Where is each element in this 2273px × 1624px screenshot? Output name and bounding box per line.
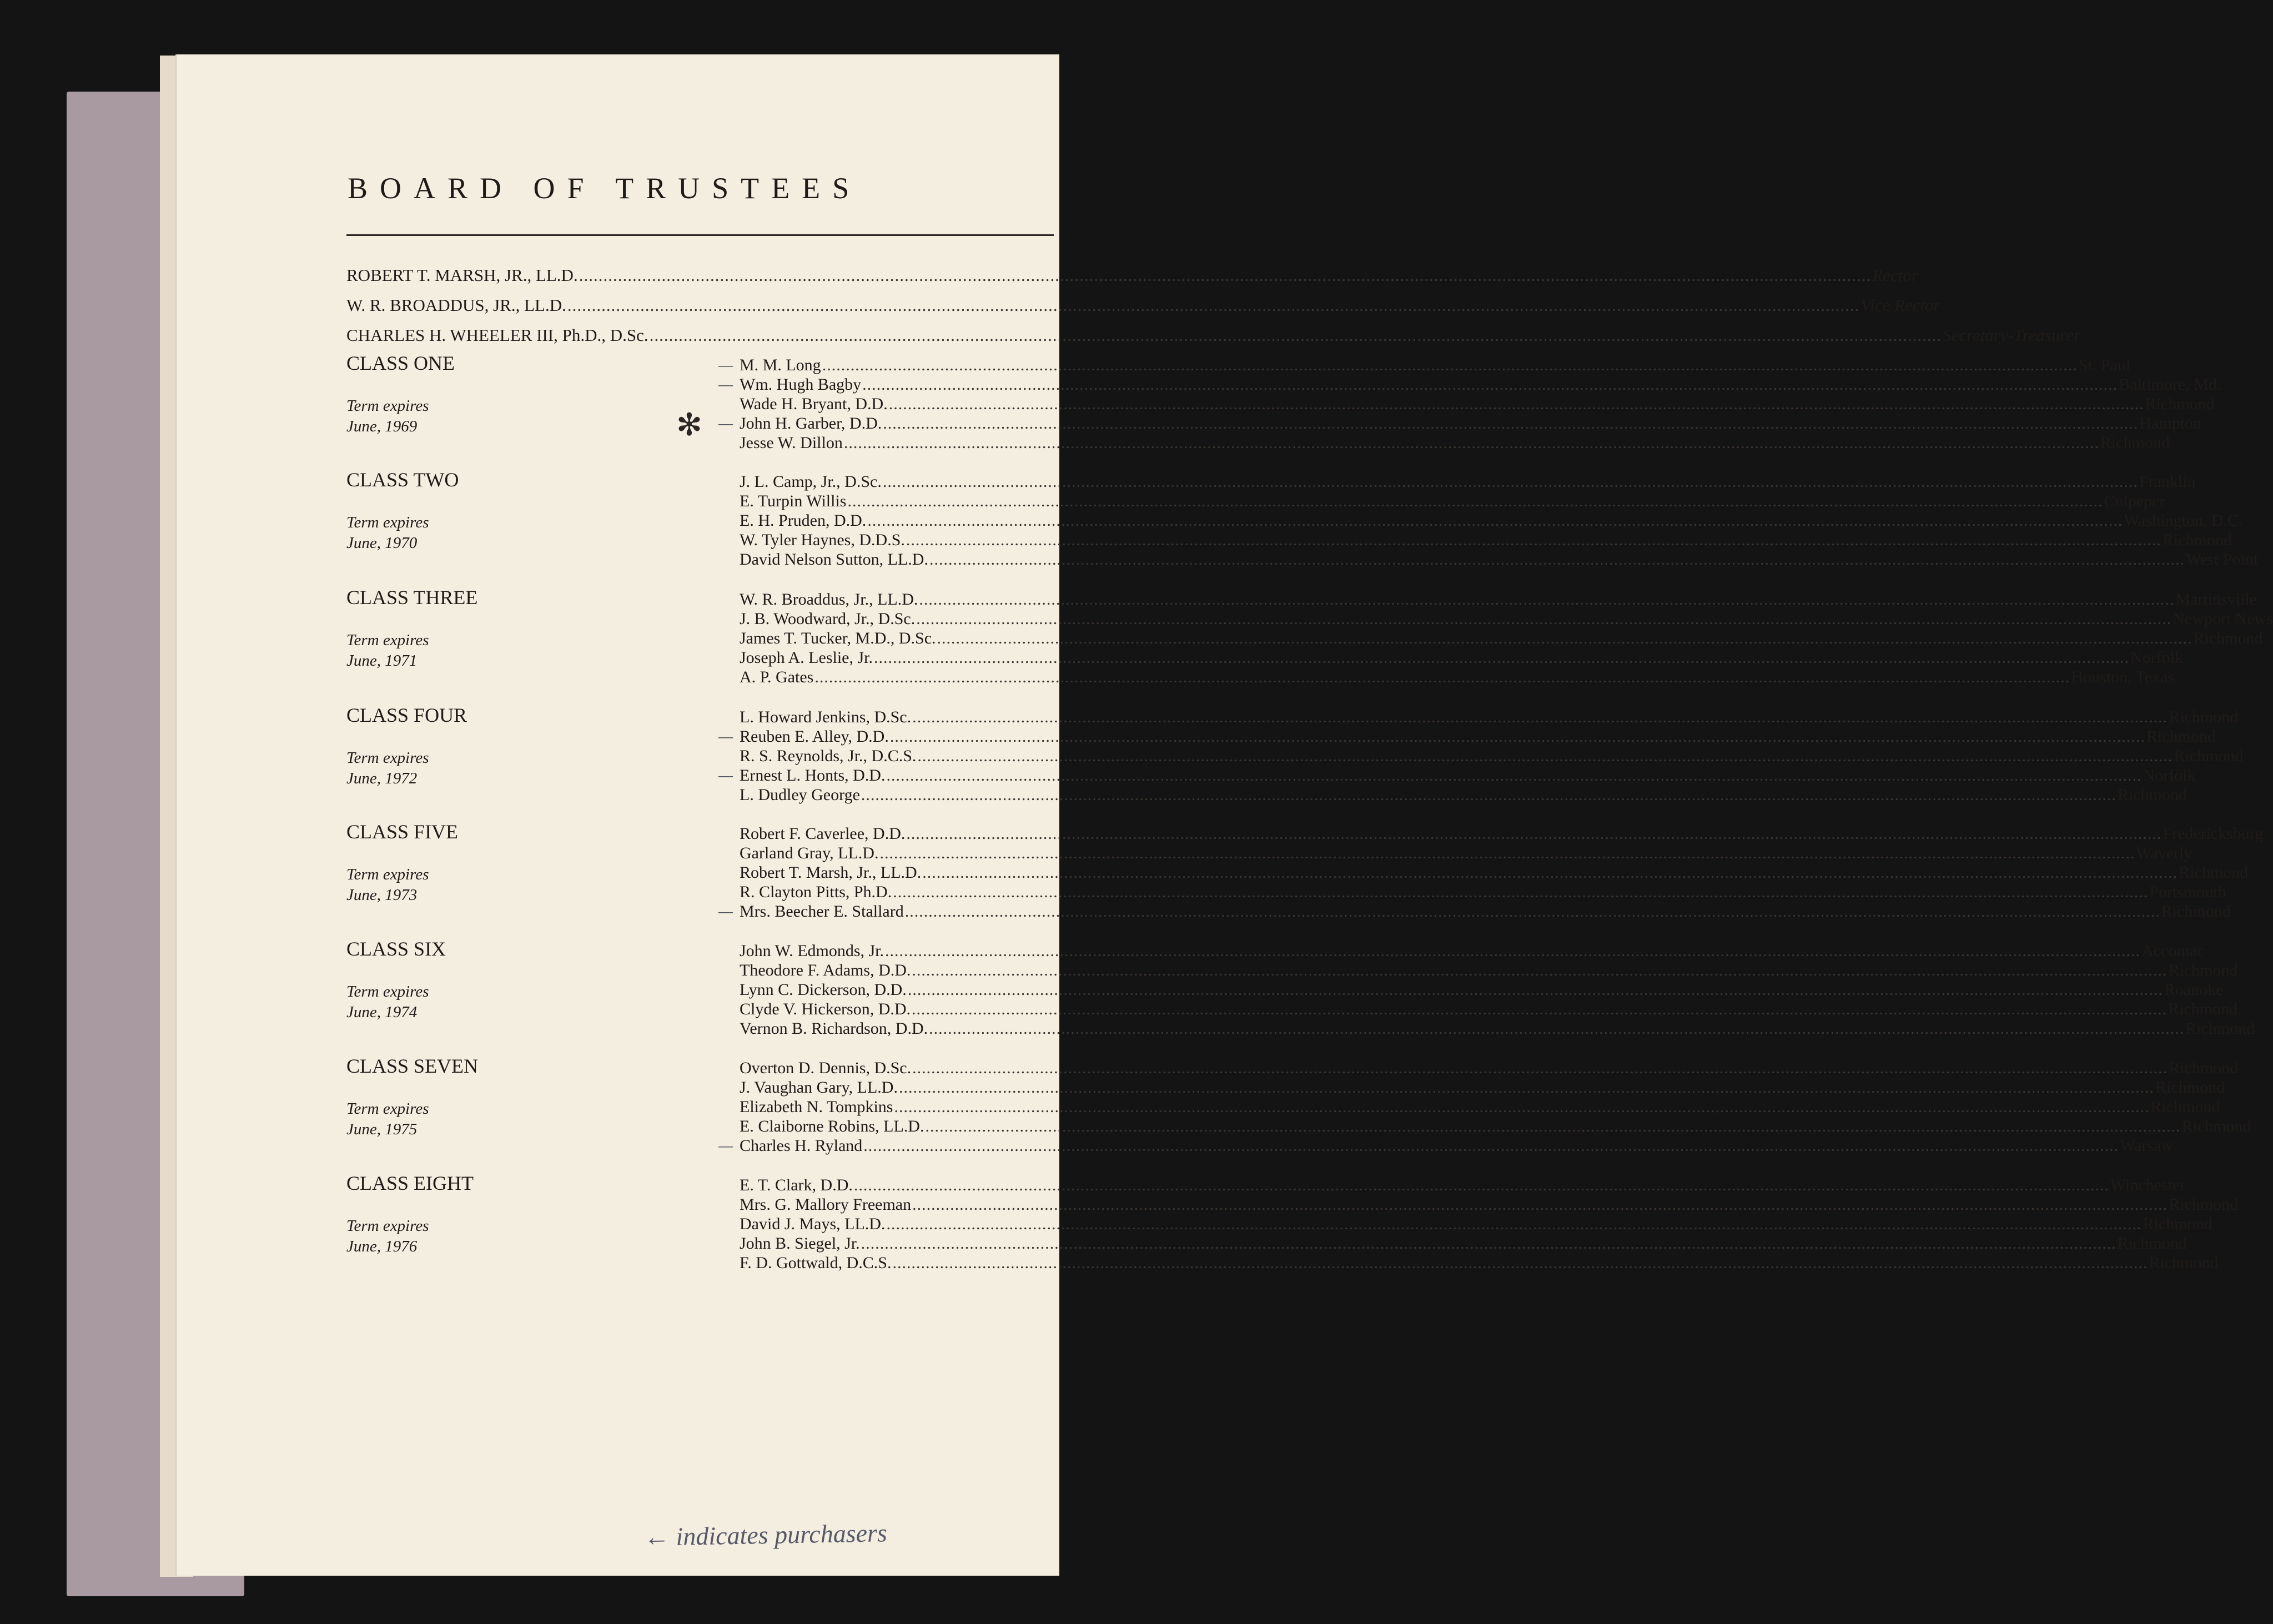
leader-dots	[912, 708, 2168, 727]
member-row	[740, 1059, 2239, 1078]
pencil-mark-icon: —	[718, 357, 733, 373]
leader-dots	[822, 356, 2078, 375]
term-expires	[346, 1099, 429, 1140]
member-list	[740, 942, 2255, 1039]
member-place: Richmond	[2100, 434, 2170, 452]
member-place: Norfolk	[2130, 648, 2183, 667]
term-label: Term expires	[346, 749, 429, 767]
member-row	[740, 786, 2187, 805]
pencil-mark-icon: —	[718, 903, 733, 919]
member-name: James T. Tucker, M.D., D.Sc.	[740, 629, 936, 647]
member-row	[718, 375, 2221, 395]
term-expires	[346, 1216, 429, 1257]
leader-dots	[885, 942, 2140, 961]
leader-dots	[879, 844, 2135, 863]
leader-dots	[861, 786, 2116, 805]
member-name: Elizabeth N. Tompkins	[740, 1098, 893, 1116]
leader-dots	[937, 629, 2192, 648]
member-list	[718, 1059, 2251, 1156]
leader-dots	[579, 265, 1872, 285]
leader-dots	[890, 727, 2145, 746]
member-name: Wade H. Bryant, D.D.	[740, 395, 888, 413]
member-place: Franklin	[2139, 472, 2196, 491]
member-row	[740, 747, 2244, 766]
member-name: Reuben E. Alley, D.D.	[740, 727, 889, 746]
class-name: CLASS TWO	[346, 469, 459, 491]
member-row	[740, 511, 2243, 531]
member-row	[740, 434, 2170, 453]
leader-dots	[886, 766, 2141, 785]
leader-dots	[929, 550, 2185, 569]
leader-dots	[863, 1137, 2119, 1155]
leader-dots	[867, 511, 2123, 530]
member-name: Charles H. Ryland	[740, 1137, 863, 1155]
member-name: John B. Siegel, Jr.	[740, 1234, 860, 1253]
member-list	[718, 708, 2244, 805]
member-place: Richmond	[2168, 961, 2238, 979]
term-date: June, 1973	[346, 886, 418, 904]
member-place: Newport News	[2173, 610, 2273, 628]
term-expires	[346, 396, 429, 437]
member-name: Mrs. Beecher E. Stallard	[740, 902, 904, 921]
term-expires	[346, 748, 429, 789]
member-list	[740, 472, 2259, 570]
member-name: Robert F. Caverlee, D.D.	[740, 824, 906, 843]
leader-dots	[893, 883, 2148, 902]
term-label: Term expires	[346, 983, 429, 1000]
member-name: Clyde V. Hickerson, D.D.	[740, 1000, 911, 1018]
member-place: Portsmouth	[2149, 883, 2226, 901]
member-place: Fredericksburg	[2163, 824, 2264, 843]
member-place: Winchester	[2110, 1176, 2186, 1194]
member-row	[740, 961, 2238, 981]
member-place: Hampton	[2139, 414, 2201, 433]
member-row	[740, 1019, 2255, 1039]
member-name: Garland Gray, LL.D.	[740, 844, 879, 862]
term-label: Term expires	[346, 866, 429, 883]
member-place: Warsaw	[2120, 1137, 2174, 1155]
member-place: Richmond	[2162, 531, 2232, 549]
leader-dots	[925, 1117, 2180, 1136]
member-row	[740, 1215, 2212, 1234]
member-row	[740, 883, 2226, 902]
member-row	[740, 1254, 2219, 1273]
leader-dots	[862, 375, 2118, 394]
leader-dots	[912, 1059, 2168, 1078]
member-name: L. Howard Jenkins, D.Sc.	[740, 708, 912, 726]
leader-dots	[886, 1215, 2141, 1234]
member-name: David Nelson Sutton, LL.D.	[740, 550, 928, 569]
member-place: Richmond	[2174, 747, 2244, 765]
member-place: Richmond	[2117, 786, 2187, 804]
term-label: Term expires	[346, 1217, 429, 1235]
member-place: Norfolk	[2143, 766, 2196, 785]
member-row	[740, 1176, 2186, 1195]
member-place: Richmond	[2150, 1098, 2220, 1116]
member-name: Mrs. G. Mallory Freeman	[740, 1195, 912, 1214]
member-place: Richmond	[2169, 1195, 2239, 1214]
class-name: CLASS THREE	[346, 586, 478, 609]
member-name: M. M. Long	[740, 356, 821, 374]
officer-role: Rector	[1872, 265, 1918, 285]
member-place: Washington, D.C.	[2124, 511, 2243, 530]
member-name: David J. Mays, LL.D.	[740, 1215, 886, 1233]
member-place: Richmond	[2193, 629, 2263, 647]
leader-dots	[847, 492, 2103, 511]
term-date: June, 1974	[346, 1003, 418, 1021]
member-row	[740, 844, 2192, 863]
member-row	[740, 531, 2232, 550]
term-expires	[346, 512, 429, 554]
term-date: June, 1975	[346, 1120, 418, 1138]
member-row	[740, 492, 2165, 511]
term-label: Term expires	[346, 397, 429, 415]
leader-dots	[854, 1176, 2109, 1195]
member-name: Jesse W. Dillon	[740, 434, 843, 452]
leader-dots	[906, 531, 2161, 550]
pencil-mark-icon: —	[718, 767, 733, 783]
term-date: June, 1972	[346, 770, 418, 787]
officer-role: Vice Rector	[1860, 295, 1940, 315]
member-place: Culpeper	[2104, 492, 2165, 510]
leader-dots	[894, 1098, 2149, 1117]
member-place: Richmond	[2143, 1215, 2212, 1233]
term-label: Term expires	[346, 514, 429, 531]
member-list	[718, 356, 2221, 453]
class-name: CLASS FIVE	[346, 821, 459, 843]
officer-name: ROBERT T. MARSH, JR., LL.D.	[346, 265, 578, 285]
member-row	[718, 1137, 2174, 1156]
term-date: June, 1971	[346, 652, 418, 670]
leader-dots	[650, 325, 1942, 345]
member-name: E. Claiborne Robins, LL.D.	[740, 1117, 924, 1135]
term-date: June, 1976	[346, 1238, 418, 1255]
member-row	[740, 550, 2259, 570]
member-row	[740, 1234, 2187, 1254]
member-place: Houston, Texas	[2071, 668, 2175, 686]
leader-dots	[567, 295, 1860, 315]
member-place: Richmond	[2168, 1000, 2238, 1018]
member-row	[740, 1195, 2239, 1215]
leader-dots	[883, 472, 2138, 491]
term-date: June, 1970	[346, 534, 418, 552]
member-place: Richmond	[2185, 1019, 2255, 1038]
member-name: W. R. Broaddus, Jr., LL.D.	[740, 590, 918, 609]
officer-role: Secretary-Treasurer	[1943, 325, 2081, 345]
member-row	[740, 942, 2205, 961]
member-place: Richmond	[2161, 902, 2231, 921]
member-row	[718, 902, 2231, 922]
pencil-mark-icon: —	[718, 415, 733, 431]
member-name: F. D. Gottwald, D.C.S.	[740, 1254, 892, 1272]
officer-rector	[346, 265, 1918, 290]
member-place: Richmond	[2169, 708, 2239, 726]
member-place: West Point	[2185, 550, 2259, 569]
leader-dots	[905, 902, 2160, 921]
member-name: Vernon B. Richardson, D.D.	[740, 1019, 928, 1038]
member-name: Theodore F. Adams, D.D.	[740, 961, 911, 979]
pencil-mark-icon: —	[718, 1138, 733, 1154]
member-place: Richmond	[2149, 1254, 2219, 1272]
member-row	[740, 981, 2224, 1000]
member-name: J. B. Woodward, Jr., D.Sc.	[740, 610, 916, 628]
member-place: Richmond	[2169, 1059, 2239, 1077]
member-row	[718, 727, 2216, 747]
member-place: Martinsville	[2175, 590, 2257, 609]
leader-dots	[814, 668, 2070, 687]
member-place: Richmond	[2146, 727, 2216, 746]
document-page	[177, 54, 2273, 1576]
leader-dots	[892, 1254, 2148, 1273]
officer-name: W. R. BROADDUS, JR., LL.D.	[346, 295, 566, 315]
leader-dots	[844, 434, 2099, 452]
term-label: Term expires	[346, 1100, 429, 1118]
member-name: L. Dudley George	[740, 786, 860, 804]
member-row	[718, 414, 2201, 434]
member-name: Joseph A. Leslie, Jr.	[740, 648, 873, 667]
officer-secretary-treasurer	[346, 325, 2081, 350]
member-place: Richmond	[2117, 1234, 2187, 1253]
member-row	[740, 668, 2175, 687]
term-expires	[346, 864, 429, 906]
member-name: E. Turpin Willis	[740, 492, 847, 510]
leader-dots	[899, 1078, 2154, 1097]
member-name: Robert T. Marsh, Jr., LL.D.	[740, 863, 922, 882]
member-row	[740, 1078, 2225, 1098]
leader-dots	[906, 824, 2161, 843]
term-expires	[346, 630, 429, 671]
member-name: Overton D. Dennis, D.Sc.	[740, 1059, 912, 1077]
handwritten-note: ← indicates purchasers	[643, 1519, 888, 1551]
class-name: CLASS SEVEN	[346, 1055, 479, 1077]
pencil-mark-icon: —	[718, 376, 733, 393]
term-label: Term expires	[346, 631, 429, 649]
member-place: Baltimore, Md.	[2119, 375, 2221, 394]
member-row	[718, 766, 2196, 786]
member-place: Richmond	[2145, 395, 2215, 413]
member-name: A. P. Gates	[740, 668, 814, 686]
term-date: June, 1969	[346, 418, 418, 435]
class-name: CLASS SIX	[346, 938, 446, 960]
asterisk-ornament-icon: ✻	[676, 407, 702, 443]
member-row	[740, 610, 2273, 629]
member-list	[740, 590, 2273, 687]
pencil-mark-icon: —	[718, 728, 733, 745]
page-title: BOARD OF TRUSTEES	[348, 172, 862, 205]
leader-dots	[874, 648, 2129, 667]
term-expires	[346, 982, 429, 1023]
leader-dots	[861, 1234, 2116, 1253]
class-name: CLASS FOUR	[346, 704, 467, 726]
member-name: E. T. Clark, D.D.	[740, 1176, 853, 1194]
leader-dots	[908, 981, 2163, 999]
leader-dots	[889, 395, 2144, 414]
leader-dots	[912, 961, 2167, 980]
leader-dots	[919, 590, 2174, 609]
member-row	[740, 1117, 2251, 1137]
member-row	[740, 648, 2183, 668]
member-row	[740, 395, 2215, 414]
leader-dots	[912, 1000, 2167, 1019]
leader-dots	[883, 414, 2138, 433]
member-name: W. Tyler Haynes, D.D.S.	[740, 531, 905, 549]
member-name: R. S. Reynolds, Jr., D.C.S.	[740, 747, 917, 765]
member-row	[740, 708, 2239, 727]
member-row	[718, 356, 2131, 375]
class-name: CLASS EIGHT	[346, 1172, 474, 1194]
member-row	[740, 824, 2264, 844]
leader-dots	[912, 1195, 2168, 1214]
officer-vice-rector	[346, 295, 1940, 320]
member-row	[740, 1098, 2220, 1117]
leader-dots	[917, 747, 2173, 766]
member-name: Wm. Hugh Bagby	[740, 375, 862, 394]
member-row	[740, 590, 2257, 610]
member-name: John H. Garber, D.D.	[740, 414, 882, 433]
member-place: Roanoke	[2164, 981, 2224, 999]
member-place: Richmond	[2181, 1117, 2251, 1135]
member-name: Ernest L. Honts, D.D.	[740, 766, 886, 785]
member-place: Richmond	[2155, 1078, 2225, 1097]
leader-dots	[922, 863, 2178, 882]
title-rule	[346, 234, 1054, 236]
member-place: Accomac	[2141, 942, 2205, 960]
member-row	[740, 629, 2263, 648]
member-row	[740, 863, 2249, 883]
member-list	[718, 824, 2264, 922]
member-name: E. H. Pruden, D.D.	[740, 511, 867, 530]
member-name: R. Clayton Pitts, Ph.D.	[740, 883, 892, 901]
member-row	[740, 1000, 2238, 1019]
member-place: St. Paul	[2078, 356, 2131, 374]
member-row	[740, 472, 2196, 492]
member-list	[740, 1176, 2239, 1273]
member-name: J. L. Camp, Jr., D.Sc.	[740, 472, 882, 491]
member-place: Waverly	[2136, 844, 2192, 862]
member-place: Richmond	[2179, 863, 2249, 882]
leader-dots	[929, 1019, 2184, 1038]
leader-dots	[916, 610, 2171, 629]
member-name: Lynn C. Dickerson, D.D.	[740, 981, 907, 999]
member-name: J. Vaughan Gary, LL.D.	[740, 1078, 898, 1097]
class-name: CLASS ONE	[346, 352, 455, 374]
officer-name: CHARLES H. WHEELER III, Ph.D., D.Sc.	[346, 325, 648, 345]
member-name: John W. Edmonds, Jr.	[740, 942, 884, 960]
